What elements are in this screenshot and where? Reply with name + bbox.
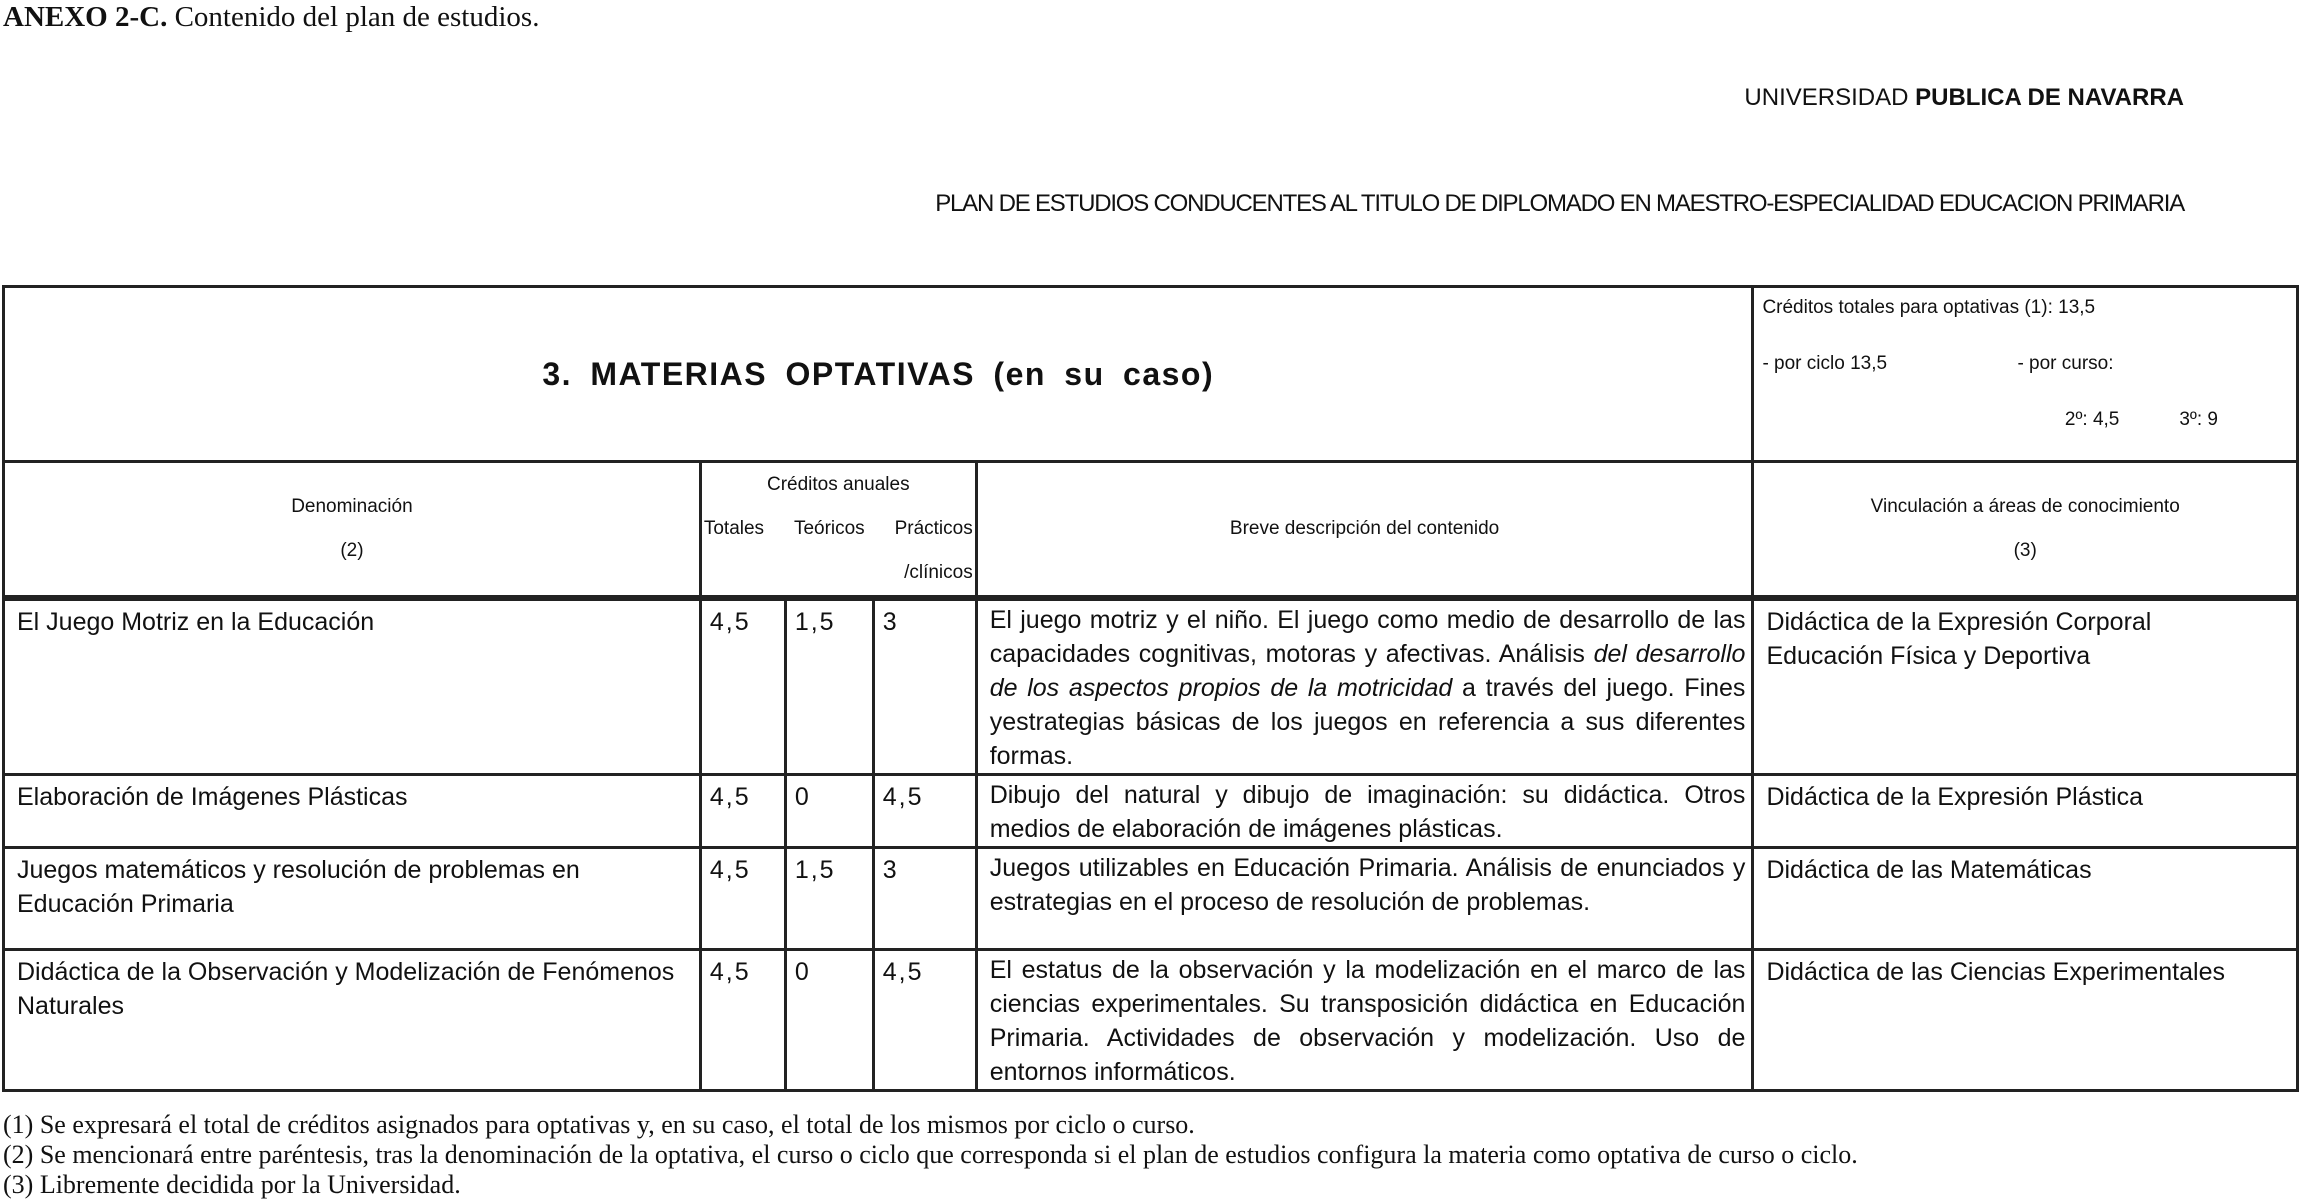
subject-description: El estatus de la observación y la modelización en el marco de las ciencias experimentales. Su transposición didáctica en Educación Primaria. Actividades de observación y modelización. Uso de entornos informáticos. (976, 950, 1753, 1091)
credits-totales: 4,5 (700, 950, 785, 1091)
subject-name: Didáctica de la Observación y Modelización de Fenómenos Naturales (4, 950, 701, 1091)
credits-summary-box (1753, 287, 2298, 462)
header-denominacion (4, 462, 701, 599)
section-title: 3. MATERIAS OPTATIVAS (en su caso) (542, 355, 1215, 392)
plan-title: PLAN DE ESTUDIOS CONDUCENTES AL TITULO DE DIPLOMADO EN MAESTRO-ESPECIALIDAD EDUCACION PRIMARIA (935, 190, 2184, 217)
credits-teoricos: 0 (785, 950, 873, 1091)
table-title-row (4, 287, 2298, 462)
credits-por-curso: - por curso: (2017, 353, 2114, 374)
column-header-row (4, 462, 2298, 599)
area-item: Didáctica de la Expresión Plástica (1766, 783, 2144, 811)
header-practicos: Prácticos (894, 518, 973, 539)
description-part: El juego motriz y el niño. El juego como medio de desarrollo de las capacidades cognitivas, motoras y afectivas. Análisis (989, 606, 1746, 668)
table-row (4, 598, 2298, 775)
subject-areas (1753, 598, 2298, 775)
area-item: Didáctica de las Ciencias Experimentales (1766, 958, 2225, 986)
annex-label: ANEXO 2-C. (3, 1, 168, 33)
annex-heading (3, 0, 539, 34)
subject-name: El Juego Motriz en la Educación (4, 598, 701, 775)
footnotes (3, 1110, 1858, 1200)
area-item: Didáctica de la Expresión Corporal (1766, 608, 2152, 636)
header-descripcion-label: Breve descripción del contenido (1229, 518, 1500, 539)
credits-totales: 4,5 (700, 598, 785, 775)
credits-total: Créditos totales para optativas (1): 13,5 (1762, 297, 2096, 318)
footnote-2: (2) Se mencionará entre paréntesis, tras la denominación de la optativa, el curso o ciclo que corresponda si el plan de estudios configura la materia como optativa de curso o ciclo. (3, 1140, 1858, 1169)
subject-name: Elaboración de Imágenes Plásticas (4, 775, 701, 848)
credits-teoricos: 1,5 (785, 848, 873, 950)
subject-name: Juegos matemáticos y resolución de problemas en Educación Primaria (4, 848, 701, 950)
credits-curso3: 3º: 9 (2179, 409, 2218, 430)
header-totales: Totales (703, 518, 765, 539)
subject-description (976, 598, 1753, 775)
table-row (4, 848, 2298, 950)
description-italic-part: del desarrollo de los aspectos propios de la motricidad (989, 640, 1746, 702)
footnote-1: (1) Se expresará el total de créditos asignados para optativas y, en su caso, el total de los mismos por ciclo o curso. (3, 1110, 1195, 1139)
credits-practicos: 4,5 (873, 775, 976, 848)
subject-areas (1753, 775, 2298, 848)
header-vinculacion-label: Vinculación a áreas de conocimiento (1870, 496, 2180, 517)
header-teoricos: Teóricos (793, 518, 865, 539)
credits-teoricos: 0 (785, 775, 873, 848)
footnote-3: (3) Libremente decidida por la Universidad. (3, 1170, 461, 1199)
header-denominacion-label: Denominación (291, 496, 413, 517)
header-vinculacion (1753, 462, 2298, 599)
credits-teoricos: 1,5 (785, 598, 873, 775)
credits-practicos: 4,5 (873, 950, 976, 1091)
university-bold: PUBLICA DE NAVARRA (1915, 84, 2184, 111)
credits-por-ciclo: - por ciclo 13,5 (1762, 353, 1888, 374)
header-creditos-anuales: Créditos anuales (766, 474, 910, 495)
area-item: Didáctica de las Matemáticas (1766, 856, 2092, 884)
header-vinculacion-note: (3) (2013, 540, 2037, 561)
header-descripcion (976, 462, 1753, 599)
credits-curso-row (1762, 406, 2288, 434)
university-name (1744, 84, 2184, 112)
table-row (4, 775, 2298, 848)
description-part: a través del juego. Fines yestrategias básicas de los juegos en referencia a sus diferentes formas. (989, 674, 1746, 770)
header-denominacion-note: (2) (340, 540, 364, 561)
subject-description: Juegos utilizables en Educación Primaria. Análisis de enunciados y estrategias en el proceso de resolución de problemas. (976, 848, 1753, 950)
credits-curso2: 2º: 4,5 (2064, 409, 2120, 430)
header-clinicos: /clínicos (904, 562, 973, 583)
credits-totales: 4,5 (700, 848, 785, 950)
optional-subjects-table (2, 285, 2299, 1092)
credits-totales: 4,5 (700, 775, 785, 848)
header-creditos (700, 462, 976, 599)
annex-text: Contenido del plan de estudios. (167, 1, 540, 33)
credits-practicos: 3 (873, 848, 976, 950)
subject-areas (1753, 950, 2298, 1091)
university-prefix: UNIVERSIDAD (1744, 84, 1916, 111)
area-item: Educación Física y Deportiva (1766, 642, 2091, 670)
credits-practicos: 3 (873, 598, 976, 775)
section-title-cell (4, 287, 1753, 462)
credits-por-ciclo-row (1762, 350, 2288, 378)
subject-areas (1753, 848, 2298, 950)
table-row (4, 950, 2298, 1091)
subject-description: Dibujo del natural y dibujo de imaginación: su didáctica. Otros medios de elaboración de imágenes plásticas. (976, 775, 1753, 848)
